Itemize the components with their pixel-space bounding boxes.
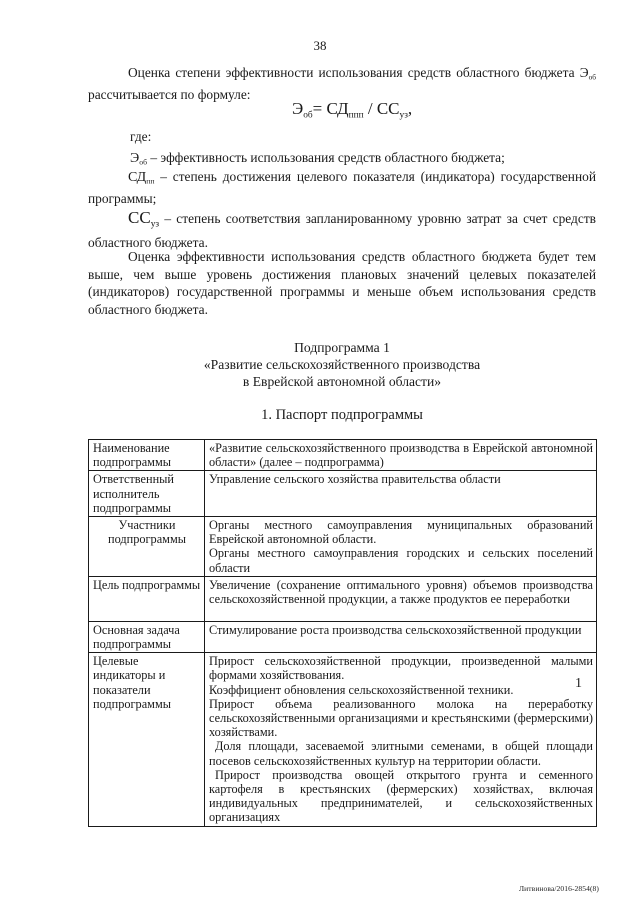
row-label: Наименование подпрограммы: [89, 440, 205, 471]
formula: $Э_{об}= СД_{ппп} / СС_{уз}$,: [292, 99, 413, 121]
table-row: [89, 471, 597, 517]
indicator-item: Прирост сельскохозяйственной продукции, произведенной малыми формами хозяйствования.: [209, 654, 593, 683]
row-label: Цель подпрограммы: [89, 576, 205, 621]
row-value: [205, 576, 597, 621]
row-value: [205, 653, 597, 826]
subprogram-name-line-1: «Развитие сельскохозяйственного производства: [203, 357, 481, 372]
definition-symbol: $Э_{об}$: [130, 151, 148, 167]
subprogram-title: Подпрограмма 1: [294, 340, 390, 355]
definition-text: – степень достижения целевого показателя (индикатора) государственной программы;: [88, 169, 596, 207]
indicator-item: Прирост объема реализованного молока на переработку сельскохозяйственными организациями и крестьянскими (фермерскими) хозяйствами.: [209, 696, 593, 740]
definition-compliance: [88, 209, 596, 251]
definition-achievement: [88, 168, 596, 208]
table-row: [89, 517, 597, 577]
margin-mark: 1: [575, 676, 582, 691]
table-row: [89, 576, 597, 621]
value-text: Управление сельского хозяйства правительства области: [209, 472, 501, 487]
definition-symbol: $СД_{пп}$: [128, 170, 155, 186]
row-value: [205, 517, 597, 577]
row-label: Основная задача подпрограммы: [89, 621, 205, 652]
value-text: Стимулирование роста производства сельскохозяйственной продукции: [209, 622, 582, 637]
row-label: Ответственный исполнитель подпрограммы: [89, 471, 205, 517]
value-text: Органы местного самоуправления муниципальных образований Еврейской автономной области.: [209, 518, 593, 547]
indicator-item: Коэффициент обновления сельскохозяйственной техники.: [209, 682, 514, 697]
intro-paragraph: Оценка степени эффективности использования средств областного бюджета $Э_{об}$ рассчитывается по формуле:: [88, 65, 596, 103]
row-value: [205, 440, 597, 471]
footer-code: Литвинова/2016-2854(8): [519, 884, 599, 893]
subprogram-name-line-2: в Еврейской автономной области»: [242, 374, 442, 389]
definition-text: – эффективность использования средств областного бюджета;: [147, 150, 505, 165]
definition-text: – степень соответствия запланированному уровню затрат за счет средств областного бюджета.: [88, 211, 596, 250]
row-value: [205, 621, 597, 652]
definition-symbol: $СС_{уз}$: [128, 208, 160, 230]
table-row: [89, 440, 597, 471]
conclusion-paragraph: Оценка эффективности использования средств областного бюджета будет тем выше, чем выше уровень достижения плановых значений целевых показателей (индикаторов) государственной программы и меньше объем использования средств областного бюджета.: [88, 249, 596, 317]
table-row: [89, 653, 597, 826]
indicator-item: Прирост производства овощей открытого грунта и семенного картофеля в крестьянских (фермерских) хозяйствах, включая индивидуальных предпринимателей, и сельскохозяйственных организациях: [209, 767, 593, 825]
value-text: Увеличение (сохранение оптимального уровня) объемов производства сельскохозяйственной продукции, а также продуктов ее переработки: [209, 577, 593, 607]
row-label: Участники подпрограммы: [89, 517, 205, 577]
page-number: 38: [313, 38, 327, 53]
where-label: где:: [130, 129, 152, 144]
table-row: [89, 621, 597, 652]
row-value: [205, 471, 597, 517]
passport-table: [88, 439, 597, 827]
row-label: Целевые индикаторы и показатели подпрограммы: [89, 653, 205, 826]
section-title: 1. Паспорт подпрограммы: [261, 407, 423, 423]
value-text: «Развитие сельскохозяйственного производства в Еврейской автономной области» (далее – подпрограмма): [209, 441, 593, 470]
indicator-item: Доля площади, засеваемой элитными семенами, в общей площади посевов сельскохозяйственных культур на территории области.: [209, 739, 593, 768]
value-text: Органы местного самоуправления городских и сельских поселений области: [209, 546, 593, 575]
